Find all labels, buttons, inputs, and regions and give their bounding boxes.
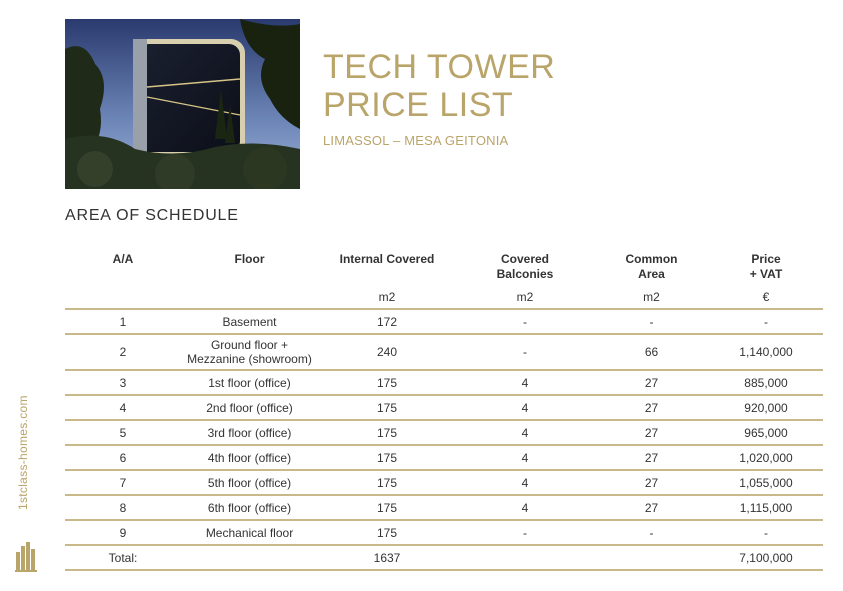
total-row xyxy=(65,545,823,570)
table-row xyxy=(65,370,823,395)
cell-floor xyxy=(181,334,318,370)
header-balconies-line2: Balconies xyxy=(496,267,554,281)
total-price: 7,100,000 xyxy=(709,545,823,570)
table-row xyxy=(65,395,823,420)
cell-internal: 240 xyxy=(318,334,456,370)
website-url[interactable]: 1stclass-homes.com xyxy=(16,395,30,510)
cell-common: 27 xyxy=(594,420,709,445)
cell-balconies: - xyxy=(456,520,594,545)
table-row xyxy=(65,470,823,495)
header-internal: Internal Covered xyxy=(339,252,435,266)
cell-floor: 3rd floor (office) xyxy=(181,420,318,445)
cell-price: 1,055,000 xyxy=(709,470,823,495)
cell-balconies: 4 xyxy=(456,495,594,520)
table-row xyxy=(65,445,823,470)
tower-photo-image xyxy=(65,19,300,189)
cell-internal: 175 xyxy=(318,370,456,395)
cell-balconies: 4 xyxy=(456,420,594,445)
building-logo-icon xyxy=(15,542,37,572)
header-common xyxy=(594,250,709,286)
section-heading: AREA OF SCHEDULE xyxy=(65,207,239,224)
cell-balconies: - xyxy=(456,309,594,334)
cell-common: 27 xyxy=(594,470,709,495)
cell-price: 1,140,000 xyxy=(709,334,823,370)
cell-balconies: 4 xyxy=(456,470,594,495)
total-floor xyxy=(181,545,318,570)
title-line-1: TECH TOWER xyxy=(323,48,556,86)
cell-internal: 172 xyxy=(318,309,456,334)
cell-price: 1,115,000 xyxy=(709,495,823,520)
cell-floor: 1st floor (office) xyxy=(181,370,318,395)
cell-common: - xyxy=(594,520,709,545)
unit-common: m2 xyxy=(594,286,709,309)
unit-balconies: m2 xyxy=(456,286,594,309)
cell-aa: 3 xyxy=(65,370,181,395)
total-label: Total: xyxy=(65,545,181,570)
cell-internal: 175 xyxy=(318,445,456,470)
cell-aa: 1 xyxy=(65,309,181,334)
header-common-line1: Common xyxy=(625,252,678,266)
cell-price: - xyxy=(709,520,823,545)
cell-aa: 2 xyxy=(65,334,181,370)
total-balconies xyxy=(456,545,594,570)
cell-aa: 9 xyxy=(65,520,181,545)
cell-common: - xyxy=(594,309,709,334)
units-row xyxy=(65,286,823,309)
table-row xyxy=(65,309,823,334)
cell-balconies: 4 xyxy=(456,370,594,395)
cell-price: 965,000 xyxy=(709,420,823,445)
table-row xyxy=(65,334,823,370)
header-price-line1: Price xyxy=(751,252,781,266)
cell-price: - xyxy=(709,309,823,334)
cell-common: 27 xyxy=(594,370,709,395)
cell-floor-line1: Ground floor + xyxy=(210,338,289,352)
table-row xyxy=(65,420,823,445)
cell-floor: Basement xyxy=(181,309,318,334)
cell-price: 885,000 xyxy=(709,370,823,395)
unit-price: € xyxy=(709,286,823,309)
cell-aa: 7 xyxy=(65,470,181,495)
cell-common: 66 xyxy=(594,334,709,370)
cell-aa: 4 xyxy=(65,395,181,420)
header-balconies xyxy=(456,250,594,286)
cell-price: 920,000 xyxy=(709,395,823,420)
table-row xyxy=(65,520,823,545)
header-row xyxy=(65,250,823,286)
cell-floor: 4th floor (office) xyxy=(181,445,318,470)
cell-balconies: 4 xyxy=(456,395,594,420)
header-balconies-line1: Covered xyxy=(500,252,550,266)
header-common-line2: Area xyxy=(638,267,665,281)
cell-floor-line2: Mezzanine (showroom) xyxy=(187,352,312,366)
schedule-table xyxy=(65,250,823,571)
cell-internal: 175 xyxy=(318,520,456,545)
header-price-line2: + VAT xyxy=(749,267,783,281)
unit-floor xyxy=(181,286,318,309)
header-aa: A/A xyxy=(112,252,134,266)
cell-floor: 6th floor (office) xyxy=(181,495,318,520)
location-subtitle: LIMASSOL – MESA GEITONIA xyxy=(323,133,509,148)
total-internal: 1637 xyxy=(318,545,456,570)
header-price xyxy=(709,250,823,286)
cell-internal: 175 xyxy=(318,395,456,420)
cell-internal: 175 xyxy=(318,495,456,520)
cell-floor: 2nd floor (office) xyxy=(181,395,318,420)
cell-common: 27 xyxy=(594,495,709,520)
unit-aa xyxy=(65,286,181,309)
total-common xyxy=(594,545,709,570)
title-line-2: PRICE LIST xyxy=(323,86,514,124)
cell-common: 27 xyxy=(594,445,709,470)
cell-aa: 5 xyxy=(65,420,181,445)
cell-floor: Mechanical floor xyxy=(181,520,318,545)
header-floor: Floor xyxy=(234,252,265,266)
cell-internal: 175 xyxy=(318,470,456,495)
cell-price: 1,020,000 xyxy=(709,445,823,470)
unit-internal: m2 xyxy=(318,286,456,309)
cell-balconies: 4 xyxy=(456,445,594,470)
page-title xyxy=(323,48,555,124)
table-row xyxy=(65,495,823,520)
cell-aa: 8 xyxy=(65,495,181,520)
cell-aa: 6 xyxy=(65,445,181,470)
cell-floor: 5th floor (office) xyxy=(181,470,318,495)
hero-photo xyxy=(65,19,300,189)
cell-common: 27 xyxy=(594,395,709,420)
cell-internal: 175 xyxy=(318,420,456,445)
cell-balconies: - xyxy=(456,334,594,370)
